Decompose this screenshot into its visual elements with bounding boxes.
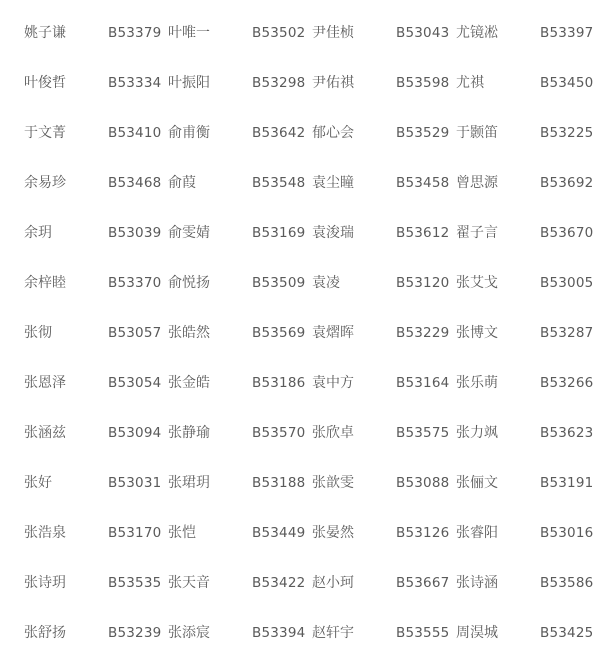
- roster-row: [0, 408, 613, 458]
- student-name: 张天音: [168, 575, 210, 591]
- student-id: B53422: [252, 575, 306, 591]
- student-name: 尹佳桢: [312, 25, 354, 41]
- student-name: 曾思源: [456, 175, 498, 191]
- student-id: B53379: [108, 25, 162, 41]
- student-id: B53509: [252, 275, 306, 291]
- roster-row: [0, 208, 613, 258]
- student-name: 余易珍: [24, 175, 66, 191]
- student-name: 张力飒: [456, 425, 498, 441]
- student-name: 张彻: [24, 325, 52, 341]
- student-id: B53239: [108, 625, 162, 641]
- student-name: 俞葭: [168, 175, 196, 191]
- student-name: 张金皓: [168, 375, 210, 391]
- student-name: 张乐萌: [456, 375, 498, 391]
- student-name: 于文菁: [24, 125, 66, 141]
- student-id: B53692: [540, 175, 594, 191]
- roster-row: [0, 458, 613, 508]
- student-name: 翟子言: [456, 225, 498, 241]
- student-name: 尹佑祺: [312, 75, 354, 91]
- student-id: B53298: [252, 75, 306, 91]
- student-name: 于颢笛: [456, 125, 498, 141]
- student-name: 张涵兹: [24, 425, 66, 441]
- student-id: B53449: [252, 525, 306, 541]
- student-name: 张博文: [456, 325, 498, 341]
- student-name: 尤镜凇: [456, 25, 498, 41]
- student-name: 张舒扬: [24, 625, 66, 641]
- student-id: B53623: [540, 425, 594, 441]
- student-id: B53370: [108, 275, 162, 291]
- student-id: B53043: [396, 25, 450, 41]
- student-id: B53575: [396, 425, 450, 441]
- student-id: B53057: [108, 325, 162, 341]
- student-id: B53120: [396, 275, 450, 291]
- student-id: B53468: [108, 175, 162, 191]
- student-name: 姚子谦: [24, 25, 66, 41]
- student-id: B53397: [540, 25, 594, 41]
- student-id: B53502: [252, 25, 306, 41]
- student-name: 张珺玥: [168, 475, 210, 491]
- student-name: 张浩泉: [24, 525, 66, 541]
- roster-row: [0, 258, 613, 308]
- student-id: B53450: [540, 75, 594, 91]
- roster-row: [0, 58, 613, 108]
- student-id: B53016: [540, 525, 594, 541]
- student-id: B53535: [108, 575, 162, 591]
- student-name: 尤祺: [456, 75, 484, 91]
- student-id: B53186: [252, 375, 306, 391]
- student-id: B53410: [108, 125, 162, 141]
- student-id: B53642: [252, 125, 306, 141]
- student-id: B53005: [540, 275, 594, 291]
- roster-row: [0, 108, 613, 158]
- student-id: B53555: [396, 625, 450, 641]
- student-name: 周淏城: [456, 625, 498, 641]
- student-name: 赵小珂: [312, 575, 354, 591]
- student-id: B53266: [540, 375, 594, 391]
- student-id: B53612: [396, 225, 450, 241]
- student-name: 俞雯婧: [168, 225, 210, 241]
- student-id: B53170: [108, 525, 162, 541]
- student-name: 张俪文: [456, 475, 498, 491]
- student-id: B53031: [108, 475, 162, 491]
- student-id: B53169: [252, 225, 306, 241]
- student-id: B53570: [252, 425, 306, 441]
- student-name: 张静瑜: [168, 425, 210, 441]
- student-name: 俞悦扬: [168, 275, 210, 291]
- student-id: B53667: [396, 575, 450, 591]
- student-id: B53334: [108, 75, 162, 91]
- student-name: 张晏然: [312, 525, 354, 541]
- student-name: 俞甫衡: [168, 125, 210, 141]
- student-id: B53394: [252, 625, 306, 641]
- student-name: 袁凌: [312, 275, 340, 291]
- roster-row: [0, 8, 613, 58]
- student-name: 郁心会: [312, 125, 354, 141]
- roster-row: [0, 508, 613, 558]
- student-name: 余梓睦: [24, 275, 66, 291]
- student-id: B53191: [540, 475, 594, 491]
- student-name: 张好: [24, 475, 52, 491]
- student-name: 张皓然: [168, 325, 210, 341]
- student-name: 余玥: [24, 225, 52, 241]
- student-name: 袁浚瑞: [312, 225, 354, 241]
- student-id: B53425: [540, 625, 594, 641]
- student-id: B53529: [396, 125, 450, 141]
- roster-row: [0, 558, 613, 608]
- student-name: 赵轩宇: [312, 625, 354, 641]
- roster-row: [0, 608, 613, 658]
- student-name: 叶振阳: [168, 75, 210, 91]
- student-name: 张诗涵: [456, 575, 498, 591]
- student-id: B53548: [252, 175, 306, 191]
- student-id: B53598: [396, 75, 450, 91]
- student-id: B53569: [252, 325, 306, 341]
- student-id: B53188: [252, 475, 306, 491]
- student-name: 张恩泽: [24, 375, 66, 391]
- student-id: B53094: [108, 425, 162, 441]
- student-name: 袁中方: [312, 375, 354, 391]
- student-id: B53225: [540, 125, 594, 141]
- student-name: 叶俊哲: [24, 75, 66, 91]
- student-name: 张添宸: [168, 625, 210, 641]
- student-id: B53670: [540, 225, 594, 241]
- student-name: 袁熠晖: [312, 325, 354, 341]
- roster-row: [0, 358, 613, 408]
- roster-row: [0, 158, 613, 208]
- student-id: B53164: [396, 375, 450, 391]
- student-name: 张睿阳: [456, 525, 498, 541]
- student-id: B53126: [396, 525, 450, 541]
- student-name: 袁尘瞳: [312, 175, 354, 191]
- student-id: B53458: [396, 175, 450, 191]
- student-name: 叶唯一: [168, 25, 210, 41]
- student-name: 张恺: [168, 525, 196, 541]
- student-id: B53287: [540, 325, 594, 341]
- student-id: B53054: [108, 375, 162, 391]
- student-id: B53586: [540, 575, 594, 591]
- student-id: B53229: [396, 325, 450, 341]
- student-id: B53039: [108, 225, 162, 241]
- student-name: 张诗玥: [24, 575, 66, 591]
- student-name: 张歆雯: [312, 475, 354, 491]
- student-id: B53088: [396, 475, 450, 491]
- student-name: 张艾戈: [456, 275, 498, 291]
- student-name: 张欣卓: [312, 425, 354, 441]
- roster-row: [0, 308, 613, 358]
